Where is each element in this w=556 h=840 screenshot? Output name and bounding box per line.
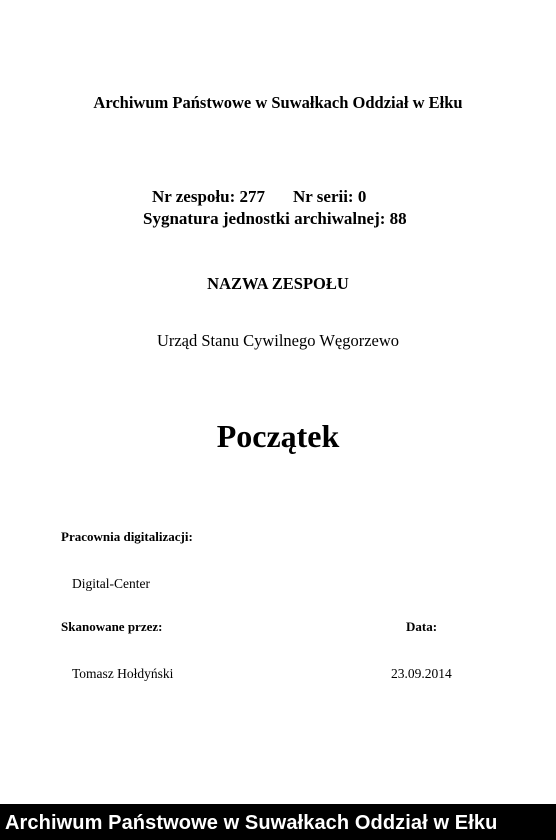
footer-bar [0,804,556,840]
scanned-by-value: Tomasz Hołdyński [72,666,174,681]
fond-name: Urząd Stanu Cywilnego Węgorzewo [156,331,400,350]
document-label: Początek [216,418,340,454]
fond-number: Nr zespołu: 277 [152,187,266,206]
footer-text: Archiwum Państwowe w Suwałkach Oddział w Ełku [5,812,498,834]
date-label: Data: [406,619,438,634]
unit-signature: Sygnatura jednostki archiwalnej: 88 [143,209,407,228]
digitization-lab-label: Pracownia digitalizacji: [61,529,193,544]
reference-numbers [152,187,366,207]
series-number: Nr serii: 0 [293,187,367,206]
archive-title: Archiwum Państwowe w Suwałkach Oddział w Ełku [93,93,463,112]
scanned-by-label: Skanowane przez: [61,619,163,634]
digitization-lab-value: Digital-Center [72,576,150,591]
date-value: 23.09.2014 [391,666,452,681]
fond-heading: NAZWA ZESPOŁU [207,274,349,293]
